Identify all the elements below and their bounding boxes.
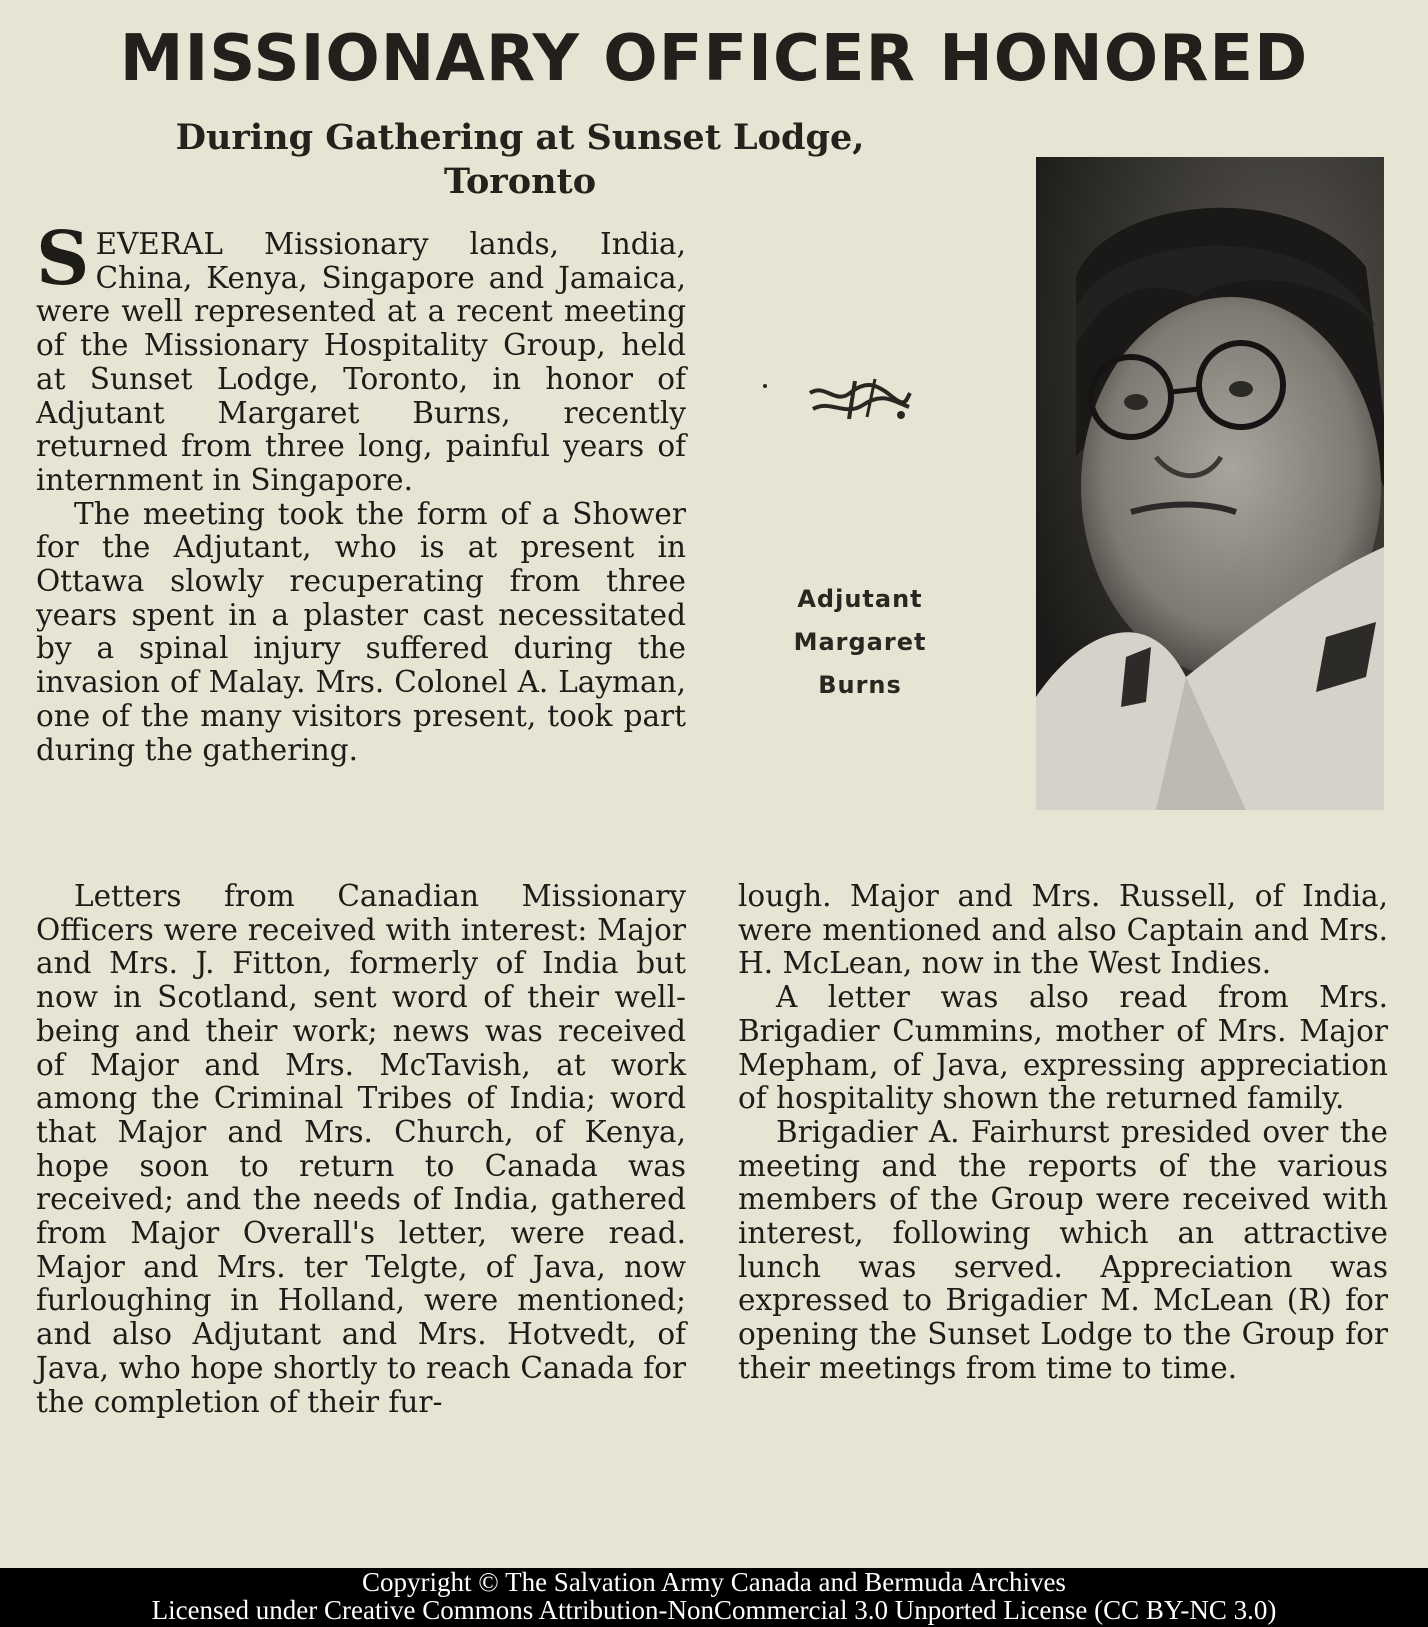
paragraph-1-text: EVERAL Missionary lands, India, China, Kenya, Singapore and Jamaica, were well represented at a recent meeting of the Missionary Hospitality Group, held at Sunset Lodge, Toronto, in honor of Adjutant Margaret Burns, recently returned from three long, painful years of internment in Singapore. [36,227,686,497]
flourish-ornament-icon [805,375,915,425]
caption-line: Burns [818,671,902,699]
column-left-top [36,216,686,767]
caption-line: Margaret [793,628,927,656]
portrait-photo [1036,157,1384,810]
copyright-footer [0,1568,1428,1627]
headline: MISSIONARY OFFICER HONORED [119,22,1309,96]
column-right-bottom [738,880,1388,1386]
license-line: Licensed under Creative Commons Attribution-NonCommercial 3.0 Unported License (CC BY-NC 3.0) [151,1595,1277,1625]
column-left-bottom [36,880,686,1419]
paragraph-1 [36,216,686,498]
copyright-line: Copyright © The Salvation Army Canada and Bermuda Archives [362,1567,1066,1597]
paragraph-4: lough. Major and Mrs. Russell, of India, were mentioned and also Captain and Mrs. H. McLean, now in the West Indies. [738,879,1388,981]
paragraph-2: The meeting took the form of a Shower for the Adjutant, who is at present in Ottawa slowly recuperating from three years spent in a plaster cast necessitated by a spinal injury suffered during the invasion of Malay. Mrs. Colonel A. Layman, one of the many visitors present, took part during the gathering. [36,496,686,767]
paragraph-3: Letters from Canadian Missionary Officers were received with interest: Major and Mrs. J. Fitton, formerly of India but now in Scotland, sent word of their well-being and their work; news was received of Major and Mrs. McTavish, at work among the Criminal Tribes of India; word that Major and Mrs. Church, of Kenya, hope soon to return to Canada was received; and the needs of India, gathered from Major Overall's letter, were read. Major and Mrs. ter Telgte, of Java, now furloughing in Holland, were mentioned; and also Adjutant and Mrs. Hotvedt, of Java, who hope shortly to reach Canada for the completion of their fur- [36,879,686,1419]
paragraph-6: Brigadier A. Fairhurst presided over the meeting and the reports of the various members of the Group were received with interest, following which an attractive lunch was served. Appreciation was expressed to Brigadier M. McLean (R) for opening the Sunset Lodge to the Group for their meetings from time to time. [738,1114,1388,1385]
photo-caption [770,578,950,707]
caption-line: Adjutant [797,585,923,613]
subheadline: During Gathering at Sunset Lodge, Toronto [175,117,865,202]
drop-cap: S [36,216,90,302]
ornament-dot [763,384,767,388]
paragraph-5: A letter was also read from Mrs. Brigadier Cummins, mother of Mrs. Major Mepham, of Java, expressing appreciation of hospitality shown the returned family. [738,980,1388,1116]
